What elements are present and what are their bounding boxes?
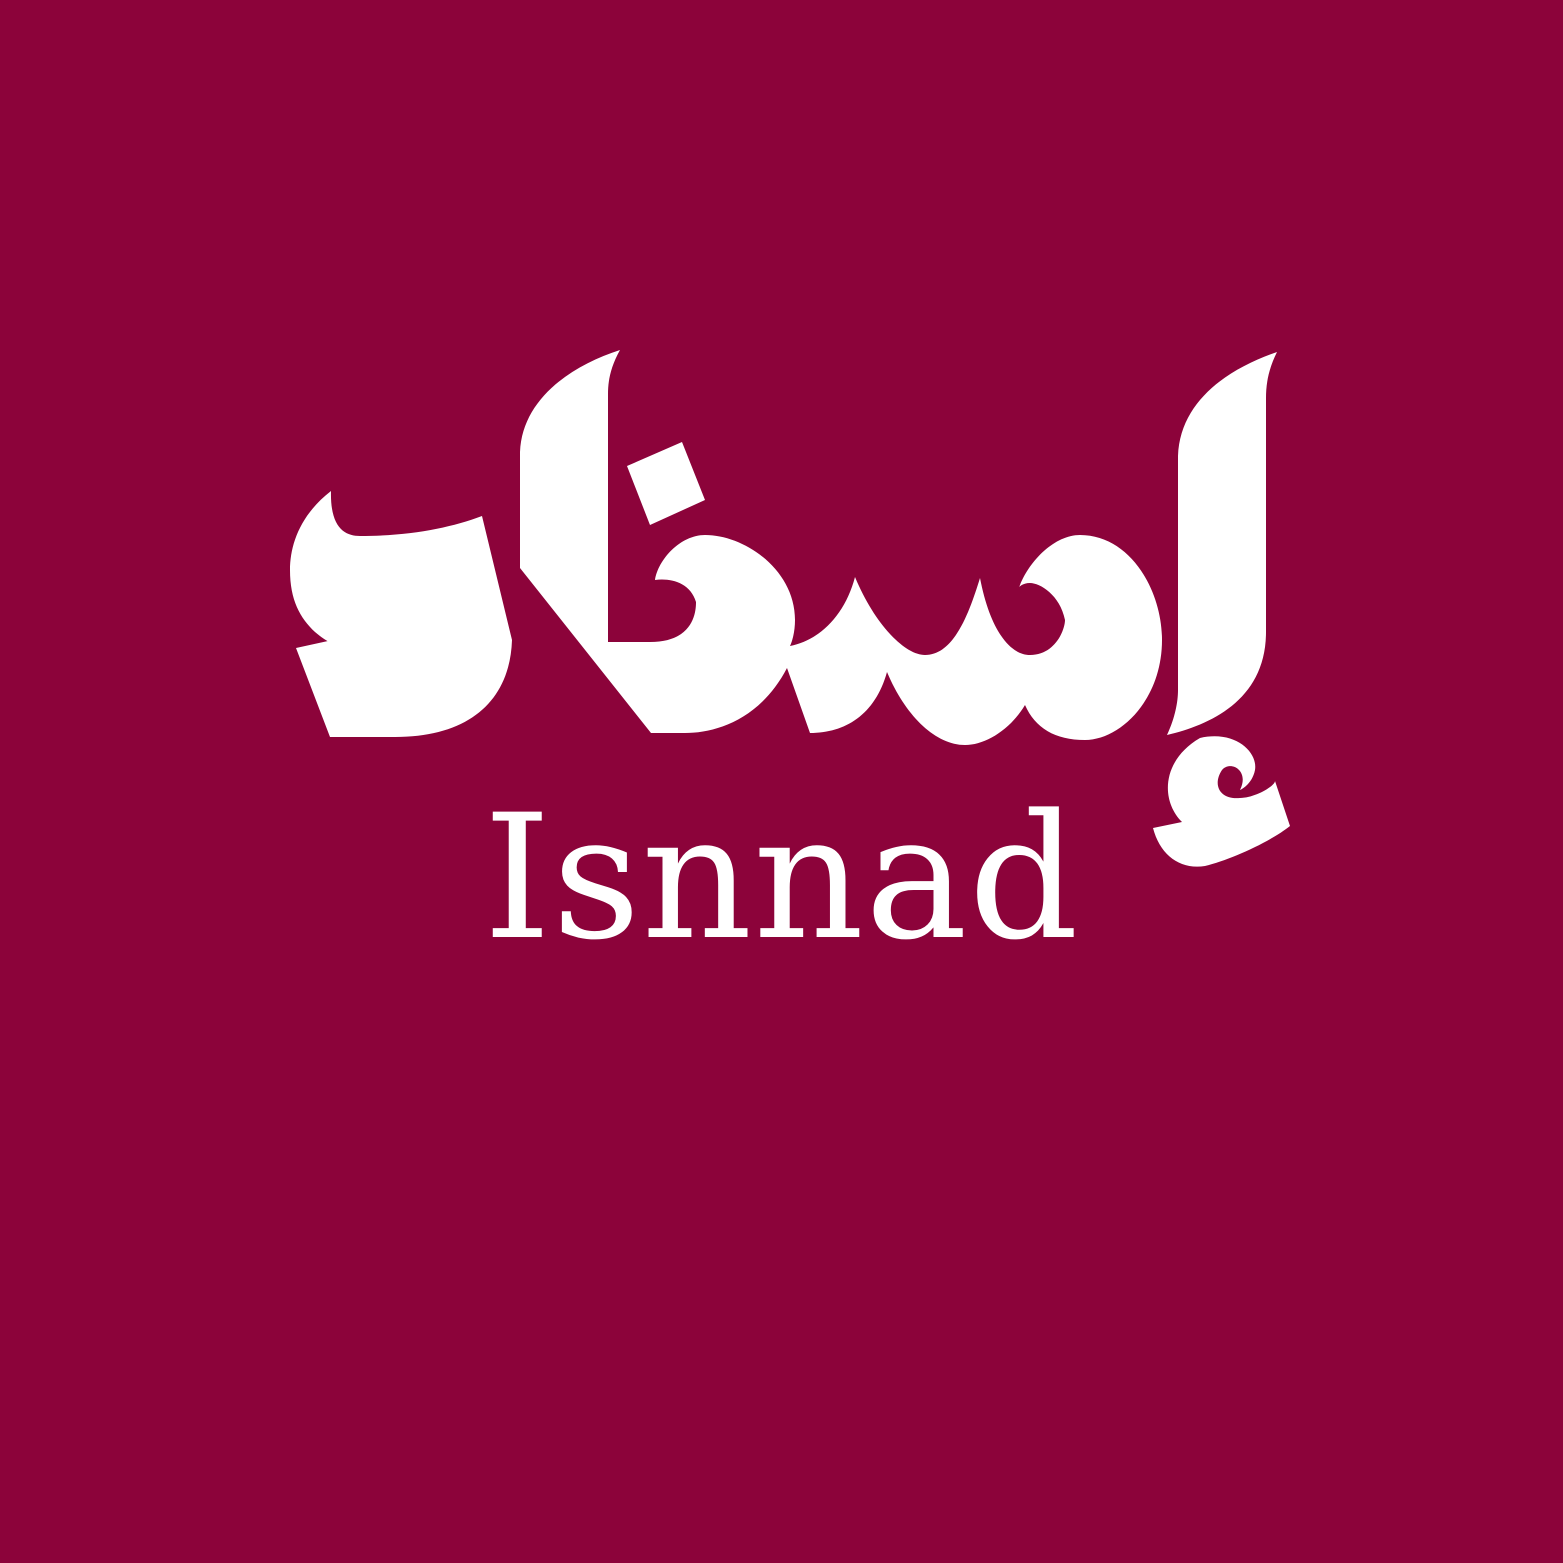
logo-glyph-alef: [520, 350, 1162, 745]
logo-glyph-dot: [627, 442, 705, 525]
logo-glyph-hamza-alef: [1167, 352, 1277, 735]
logo-glyph-dal: [290, 491, 512, 737]
brand-latin-name: Isnnad: [483, 777, 1080, 978]
